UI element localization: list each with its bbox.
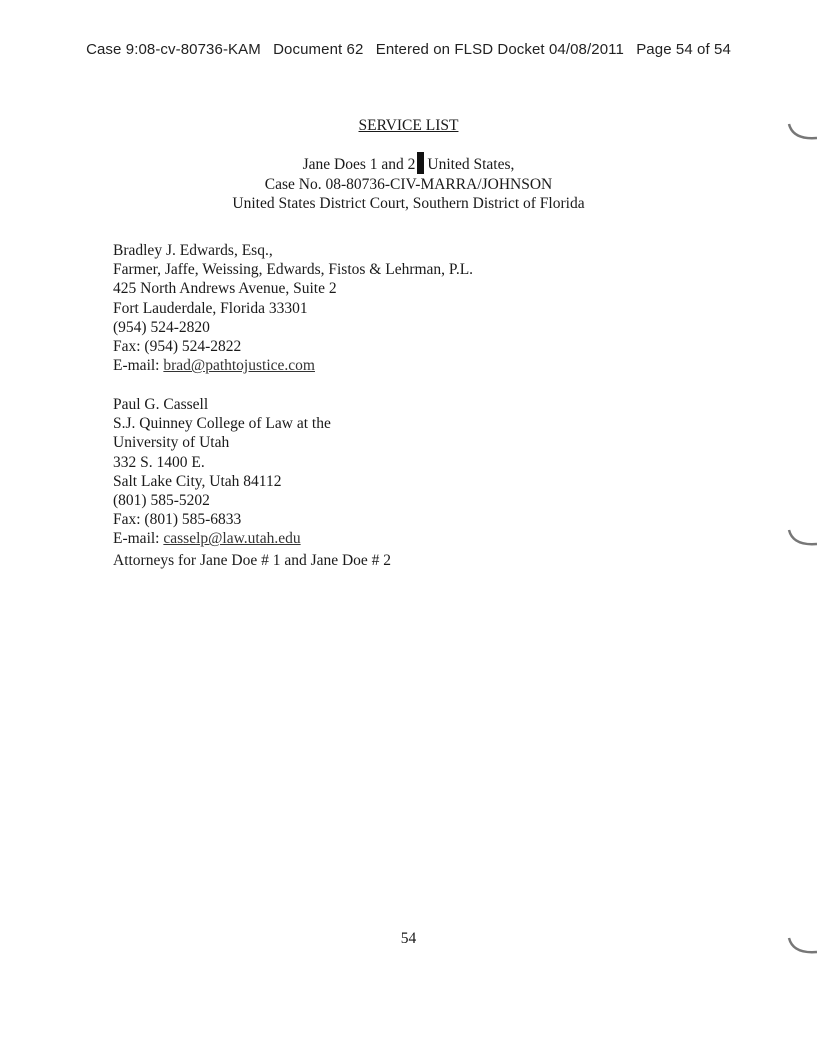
caption-parties-a: Jane Does 1 and 2 — [302, 156, 416, 173]
contact-address-2: Fort Lauderdale, Florida 33301 — [113, 299, 308, 317]
punch-hole-icon — [787, 118, 817, 144]
docket-header — [0, 41, 817, 58]
punch-hole-icon — [787, 932, 817, 958]
contact-block-cassell — [113, 395, 331, 549]
contact-address-1: 332 S. 1400 E. — [113, 453, 205, 471]
contact-email-row — [113, 529, 331, 548]
header-page: Page 54 of 54 — [636, 41, 731, 58]
contact-name: Bradley J. Edwards, Esq., — [113, 242, 273, 259]
email-label: E-mail: — [113, 530, 164, 548]
page-title: SERVICE LIST — [358, 117, 459, 134]
contact-block-edwards — [113, 241, 473, 375]
contact-address-1: 425 North Andrews Avenue, Suite 2 — [113, 280, 337, 298]
attorneys-for-line: Attorneys for Jane Doe # 1 and Jane Doe # 2 — [113, 552, 392, 569]
page-number: 54 — [400, 930, 417, 947]
header-document: Document 62 — [273, 41, 364, 58]
contact-fax: Fax: (954) 524-2822 — [113, 338, 242, 356]
contact-org-2: University of Utah — [113, 434, 230, 452]
email-label: E-mail: — [113, 357, 164, 375]
contact-phone: (954) 524-2820 — [113, 318, 210, 336]
caption-line-1 — [0, 152, 817, 175]
contact-name: Paul G. Cassell — [113, 396, 209, 413]
case-caption — [0, 152, 817, 214]
contact-org: S.J. Quinney College of Law at the — [113, 415, 331, 433]
contact-phone: (801) 585-5202 — [113, 492, 210, 510]
header-docket: Entered on FLSD Docket 04/08/2011 — [375, 41, 624, 58]
caption-case-number: Case No. 08-80736-CIV-MARRA/JOHNSON — [264, 175, 553, 193]
contact-email-row — [113, 356, 473, 375]
caption-parties-b: United States, — [427, 156, 515, 173]
email-link[interactable]: brad@pathtojustice.com — [163, 357, 315, 375]
redaction-mark — [417, 152, 424, 174]
contact-fax: Fax: (801) 585-6833 — [113, 511, 242, 529]
caption-court: United States District Court, Southern District of Florida — [232, 195, 585, 212]
punch-hole-icon — [787, 524, 817, 550]
contact-address-2: Salt Lake City, Utah 84112 — [113, 472, 282, 490]
email-link[interactable]: casselp@law.utah.edu — [163, 530, 301, 548]
contact-org: Farmer, Jaffe, Weissing, Edwards, Fistos & Lehrman, P.L. — [113, 261, 474, 279]
header-case: Case 9:08-cv-80736-KAM — [86, 41, 261, 58]
